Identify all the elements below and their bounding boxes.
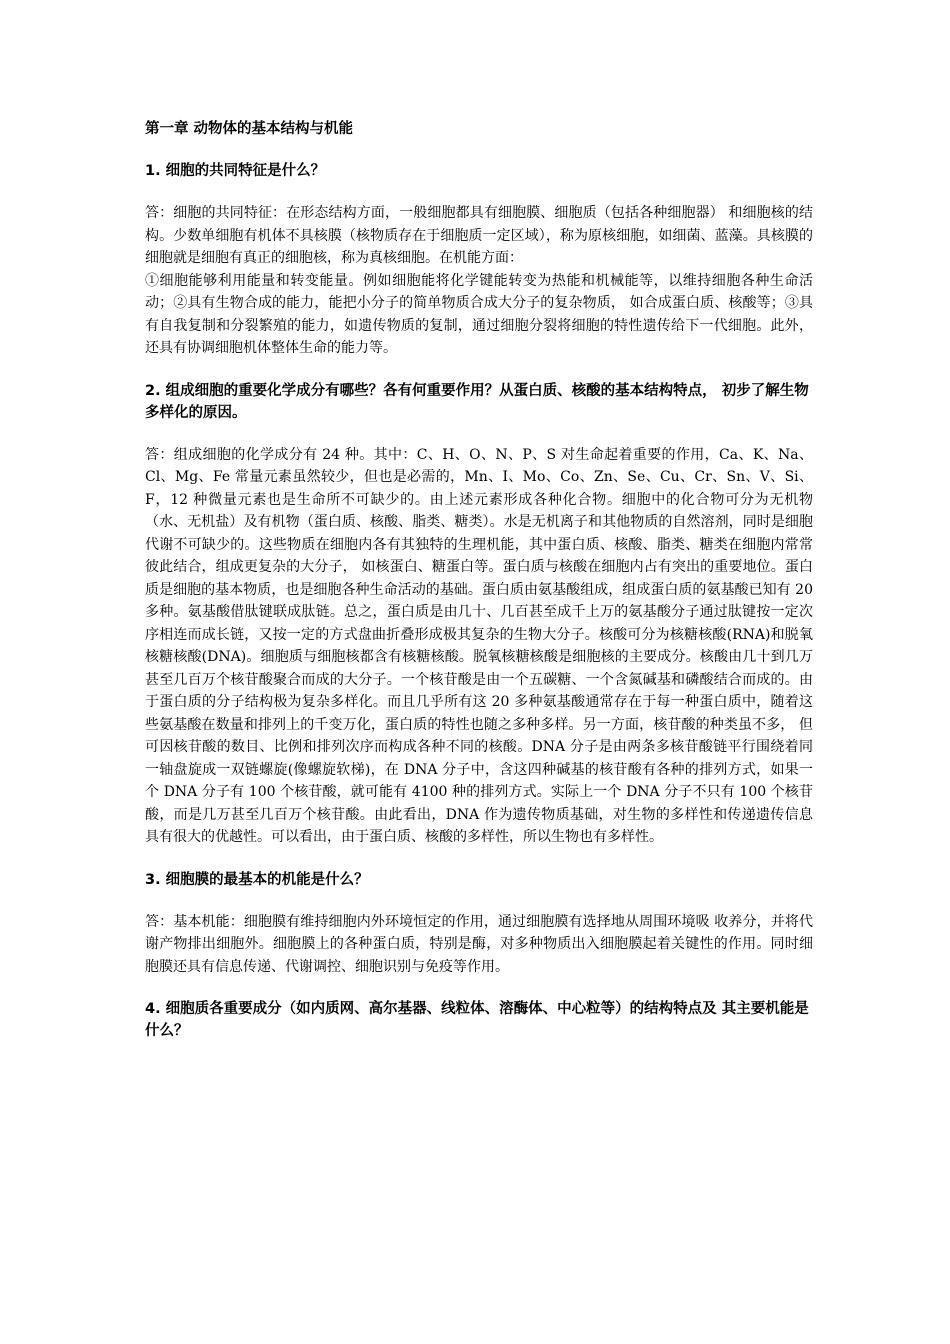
document-page (145, 118, 813, 1062)
answer-1-paragraph-1: 答：细胞的共同特征：在形态结构方面，一般细胞都具有细胞膜、细胞质（包括各种细胞器） 和细胞核的结构。少数单细胞有机体不具核膜（核物质存在于细胞质一定区域），称为原核细胞，如细菌、蓝藻。具核膜的细胞就是细胞有真正的细胞核，称为真核细胞。在机能方面： (145, 205, 813, 266)
question-4: 4. 细胞质各重要成分（如内质网、高尔基器、线粒体、溶酶体、中心粒等）的结构特点及 其主要机能是什么？ (145, 1001, 809, 1039)
answer-2 (145, 444, 813, 849)
answer-3-paragraph-1: 答：基本机能：细胞膜有维持细胞内外环境恒定的作用，通过细胞膜有选择地从周围环境吸 收养分，并将代谢产物排出细胞外。细胞膜上的各种蛋白质，特别是酶，对多种物质出入细胞膜起着关键性的作用。同时细胞膜还具有信息传递、代谢调控、细胞识别与免疫等作用。 (145, 913, 813, 975)
answer-3 (145, 911, 813, 979)
question-1: 1. 细胞的共同特征是什么？ (145, 163, 326, 179)
question-2: 2. 组成细胞的重要化学成分有哪些？各有何重要作用？从蛋白质、核酸的基本结构特点， 初步了解生物多样化的原因。 (145, 382, 809, 421)
chapter-title: 第一章 动物体的基本结构与机能 (145, 121, 354, 137)
answer-2-paragraph-1: 答：组成细胞的化学成分有 24 种。其中：C、H、O、N、P、S 对生命起着重要的作用，Ca、K、Na、Cl、Mg、Fe 常量元素虽然较少，但也是必需的，Mn、I、Mo、Co、Zn、Se、Cu、Cr、Sn、V、Si、F，12 种微量元素也是生命所不可缺少的。由上述元素形成各种化合物。细胞中的化合物可分为无机物（水、无机盐）及有机物（蛋白质、核酸、脂类、糖类）。水是无机离子和其他物质的自然溶剂，同时是细胞代谢不可缺少的。这些物质在细胞内各有其独特的生理机能，其中蛋白质、核酸、脂类、糖类在细胞内常常彼此结合，组成更复杂的大分子， 如核蛋白、糖蛋白等。蛋白质与核酸在细胞内占有突出的重要地位。蛋白质是细胞的基本物质，也是细胞各种生命活动的基础。蛋白质由氨基酸组成，组成蛋白质的氨基酸已知有 20 多种。氨基酸借肽键联成肽链。总之，蛋白质是由几十、几百甚至成千上万的氨基酸分子通过肽键按一定次序相连而成长链，又按一定的方式盘曲折叠形成极其复杂的生物大分子。核酸可分为核糖核酸(RNA)和脱氧核糖核酸(DNA)。细胞质与细胞核都含有核糖核酸。脱氧核糖核酸是细胞核的主要成分。核酸由几十到几万甚至几百万个核苷酸聚合而成的大分子。一个核苷酸是由一个五碳糖、一个含氮碱基和磷酸结合而成的。由于蛋白质的分子结构极为复杂多样化。而且几乎所有这 20 多种氨基酸通常存在于每一种蛋白质中，随着这些氨基酸在数量和排列上的千变万化，蛋白质的特性也随之多种多样。另一方面，核苷酸的种类虽不多， 但可因核苷酸的数目、比例和排列次序而构成各种不同的核酸。DNA 分子是由两条多核苷酸链平行围绕着同一轴盘旋成一双链螺旋(像螺旋软梯)，在 DNA 分子中，含这四种碱基的核苷酸有各种的排列方式，如果一个 DNA 分子有 100 个核苷酸，就可能有 4100 种的排列方式。实际上一个 DNA 分子不只有 100 个核苷酸，而是几万甚至几百万个核苷酸。由此看出，DNA 作为遗传物质基础，对生物的多样性和传递遗传信息具有很大的优越性。可以看出，由于蛋白质、核酸的多样性，所以生物也有多样性。 (145, 446, 813, 845)
answer-1 (145, 202, 813, 360)
question-3: 3. 细胞膜的最基本的机能是什么？ (145, 871, 369, 888)
answer-1-paragraph-2: ①细胞能够利用能量和转变能量。例如细胞能将化学键能转变为热能和机械能等，以维持细胞各种生命活动；②具有生物合成的能力，能把小分子的简单物质合成大分子的复杂物质， 如合成蛋白质、核酸等；③具有自我复制和分裂繁殖的能力，如遗传物质的复制，通过细胞分裂将细胞的特性遗传给下一代细胞。此外，还具有协调细胞机体整体生命的能力等。 (145, 272, 813, 356)
